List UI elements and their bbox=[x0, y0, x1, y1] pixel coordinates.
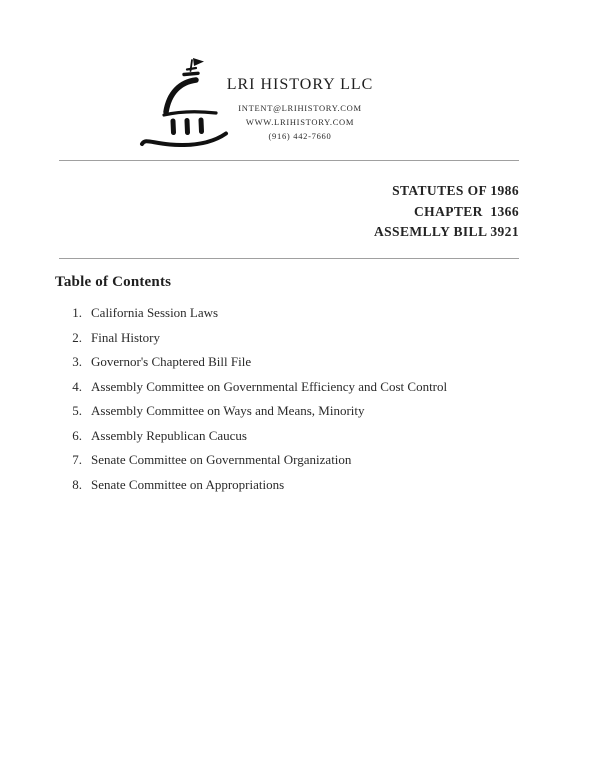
horizontal-rule-top bbox=[59, 160, 519, 161]
toc-item-number: 2. bbox=[72, 329, 82, 345]
toc-item-number: 6. bbox=[72, 427, 82, 443]
toc-item bbox=[68, 453, 447, 466]
toc-item bbox=[68, 306, 447, 319]
toc-heading: Table of Contents bbox=[55, 274, 172, 290]
toc-item-label: Assembly Committee on Governmental Efficiency and Cost Control bbox=[91, 378, 448, 394]
toc-item bbox=[68, 429, 447, 442]
toc-item-label: Senate Committee on Appropriations bbox=[91, 476, 285, 492]
toc-list bbox=[68, 306, 447, 502]
assembly-bill-line: ASSEMLLY BILL 3921 bbox=[373, 224, 519, 239]
toc-item-number: 4. bbox=[72, 378, 82, 394]
toc-item-number: 3. bbox=[72, 354, 82, 369]
horizontal-rule-bottom bbox=[59, 258, 519, 259]
contact-email: INTENT@LRIHISTORY.COM bbox=[238, 103, 362, 113]
toc-item bbox=[68, 355, 447, 368]
toc-item bbox=[68, 478, 447, 491]
toc-item bbox=[68, 331, 447, 344]
toc-item-label: Governor's Chaptered Bill File bbox=[91, 354, 252, 369]
contact-phone: (916) 442-7660 bbox=[268, 131, 332, 141]
toc-item bbox=[68, 404, 447, 417]
contact-website: WWW.LRIHISTORY.COM bbox=[245, 117, 355, 127]
letterhead bbox=[205, 76, 395, 143]
toc-item bbox=[68, 380, 447, 393]
toc-item-number: 7. bbox=[72, 452, 82, 467]
toc-item-number: 5. bbox=[72, 403, 82, 418]
toc-item-label: Senate Committee on Governmental Organization bbox=[91, 452, 352, 467]
toc-item-label: California Session Laws bbox=[91, 305, 219, 320]
toc-item-number: 1. bbox=[72, 305, 82, 320]
toc-item-label: Final History bbox=[91, 329, 160, 345]
chapter-line: CHAPTER 1366 bbox=[414, 203, 519, 219]
company-name: LRI HISTORY LLC bbox=[226, 76, 374, 93]
toc-item-number: 8. bbox=[72, 476, 82, 492]
toc-item-label: Assembly Republican Caucus bbox=[91, 427, 247, 443]
bill-reference-block bbox=[374, 181, 519, 243]
toc-item-label: Assembly Committee on Ways and Means, Minority bbox=[91, 403, 365, 418]
statutes-line: STATUTES OF 1986 bbox=[392, 183, 519, 198]
